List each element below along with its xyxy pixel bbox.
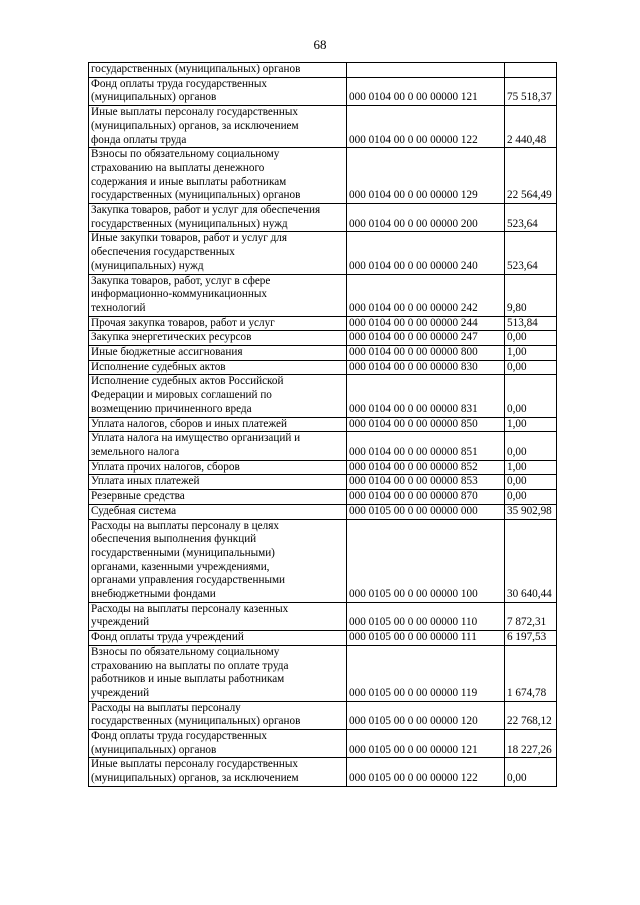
expense-name-cell: государственных (муниципальных) органов — [89, 63, 347, 78]
expense-name-cell: Иные закупки товаров, работ и услуг для обеспечения государственных (муниципальных) нужд — [89, 232, 347, 274]
amount-cell: 75 518,37 — [505, 77, 557, 105]
budget-table-body — [89, 63, 557, 787]
table-row — [89, 77, 557, 105]
amount-cell: 1,00 — [505, 346, 557, 361]
expense-name-cell: Иные выплаты персоналу государственных (муниципальных) органов, за исключением — [89, 758, 347, 786]
amount-cell: 0,00 — [505, 490, 557, 505]
budget-code-cell: 000 0104 00 0 00 00000 830 — [347, 360, 505, 375]
budget-code-cell: 000 0104 00 0 00 00000 851 — [347, 432, 505, 460]
budget-code-cell: 000 0104 00 0 00 00000 800 — [347, 346, 505, 361]
expense-name-cell: Уплата налога на имущество организаций и земельного налога — [89, 432, 347, 460]
amount-cell: 513,84 — [505, 316, 557, 331]
table-row — [89, 490, 557, 505]
budget-code-cell: 000 0104 00 0 00 00000 244 — [347, 316, 505, 331]
amount-cell: 1,00 — [505, 460, 557, 475]
table-row — [89, 346, 557, 361]
table-row — [89, 475, 557, 490]
budget-code-cell: 000 0104 00 0 00 00000 247 — [347, 331, 505, 346]
amount-cell: 0,00 — [505, 360, 557, 375]
table-row — [89, 432, 557, 460]
budget-code-cell: 000 0104 00 0 00 00000 831 — [347, 375, 505, 417]
amount-cell: 1,00 — [505, 417, 557, 432]
budget-code-cell: 000 0104 00 0 00 00000 129 — [347, 148, 505, 204]
budget-code-cell: 000 0104 00 0 00 00000 852 — [347, 460, 505, 475]
amount-cell — [505, 63, 557, 78]
budget-code-cell: 000 0104 00 0 00 00000 850 — [347, 417, 505, 432]
table-row — [89, 460, 557, 475]
table-row — [89, 631, 557, 646]
budget-code-cell: 000 0104 00 0 00 00000 853 — [347, 475, 505, 490]
expense-name-cell: Исполнение судебных актов Российской Федерации и мировых соглашений по возмещению причиненного вреда — [89, 375, 347, 417]
table-row — [89, 375, 557, 417]
expense-name-cell: Взносы по обязательному социальному страхованию на выплаты по оплате труда работников и иные выплаты работникам учреждений — [89, 645, 347, 701]
expense-name-cell: Фонд оплаты труда государственных (муниципальных) органов — [89, 730, 347, 758]
expense-name-cell: Закупка товаров, работ, услуг в сфере информационно-коммуникационных технологий — [89, 274, 347, 316]
table-row — [89, 730, 557, 758]
amount-cell: 6 197,53 — [505, 631, 557, 646]
amount-cell: 18 227,26 — [505, 730, 557, 758]
budget-code-cell: 000 0104 00 0 00 00000 242 — [347, 274, 505, 316]
expense-name-cell: Взносы по обязательному социальному страхованию на выплаты денежного содержания и иные выплаты работникам государственных (муниципальных) органов — [89, 148, 347, 204]
amount-cell: 22 564,49 — [505, 148, 557, 204]
amount-cell: 1 674,78 — [505, 645, 557, 701]
amount-cell: 30 640,44 — [505, 519, 557, 602]
expense-name-cell: Исполнение судебных актов — [89, 360, 347, 375]
amount-cell: 22 768,12 — [505, 701, 557, 729]
expense-name-cell: Расходы на выплаты персоналу казенных учреждений — [89, 602, 347, 630]
expense-name-cell: Расходы на выплаты персоналу в целях обеспечения выполнения функций государственными (муниципальными) органами, казенными учреждениями, органами управления государственными внебюджетными фондами — [89, 519, 347, 602]
expense-name-cell: Уплата прочих налогов, сборов — [89, 460, 347, 475]
budget-code-cell: 000 0104 00 0 00 00000 240 — [347, 232, 505, 274]
table-row — [89, 316, 557, 331]
expense-name-cell: Иные выплаты персоналу государственных (муниципальных) органов, за исключением фонда оплаты труда — [89, 106, 347, 148]
expense-name-cell: Фонд оплаты труда государственных (муниципальных) органов — [89, 77, 347, 105]
table-row — [89, 360, 557, 375]
amount-cell: 0,00 — [505, 475, 557, 490]
table-row — [89, 758, 557, 786]
budget-code-cell: 000 0104 00 0 00 00000 870 — [347, 490, 505, 505]
table-row — [89, 274, 557, 316]
table-row — [89, 331, 557, 346]
expense-name-cell: Закупка энергетических ресурсов — [89, 331, 347, 346]
budget-code-cell: 000 0105 00 0 00 00000 119 — [347, 645, 505, 701]
table-row — [89, 106, 557, 148]
expense-name-cell: Иные бюджетные ассигнования — [89, 346, 347, 361]
expense-name-cell: Расходы на выплаты персоналу государственных (муниципальных) органов — [89, 701, 347, 729]
table-row — [89, 417, 557, 432]
budget-code-cell: 000 0105 00 0 00 00000 111 — [347, 631, 505, 646]
budget-code-cell: 000 0104 00 0 00 00000 200 — [347, 204, 505, 232]
table-row — [89, 148, 557, 204]
budget-code-cell: 000 0105 00 0 00 00000 100 — [347, 519, 505, 602]
table-row — [89, 602, 557, 630]
expense-name-cell: Судебная система — [89, 504, 347, 519]
table-row — [89, 232, 557, 274]
expense-name-cell: Уплата иных платежей — [89, 475, 347, 490]
expense-name-cell: Резервные средства — [89, 490, 347, 505]
expense-name-cell: Уплата налогов, сборов и иных платежей — [89, 417, 347, 432]
budget-code-cell: 000 0105 00 0 00 00000 110 — [347, 602, 505, 630]
budget-code-cell: 000 0104 00 0 00 00000 121 — [347, 77, 505, 105]
amount-cell: 523,64 — [505, 204, 557, 232]
amount-cell: 7 872,31 — [505, 602, 557, 630]
table-row — [89, 504, 557, 519]
table-row — [89, 63, 557, 78]
table-row — [89, 701, 557, 729]
budget-code-cell — [347, 63, 505, 78]
amount-cell: 35 902,98 — [505, 504, 557, 519]
budget-code-cell: 000 0105 00 0 00 00000 121 — [347, 730, 505, 758]
budget-code-cell: 000 0105 00 0 00 00000 122 — [347, 758, 505, 786]
amount-cell: 2 440,48 — [505, 106, 557, 148]
amount-cell: 9,80 — [505, 274, 557, 316]
budget-code-cell: 000 0105 00 0 00 00000 000 — [347, 504, 505, 519]
amount-cell: 0,00 — [505, 432, 557, 460]
table-row — [89, 645, 557, 701]
amount-cell: 0,00 — [505, 375, 557, 417]
budget-code-cell: 000 0104 00 0 00 00000 122 — [347, 106, 505, 148]
table-row — [89, 204, 557, 232]
budget-code-cell: 000 0105 00 0 00 00000 120 — [347, 701, 505, 729]
amount-cell: 0,00 — [505, 331, 557, 346]
amount-cell: 0,00 — [505, 758, 557, 786]
amount-cell: 523,64 — [505, 232, 557, 274]
expense-name-cell: Прочая закупка товаров, работ и услуг — [89, 316, 347, 331]
expense-name-cell: Фонд оплаты труда учреждений — [89, 631, 347, 646]
expense-name-cell: Закупка товаров, работ и услуг для обеспечения государственных (муниципальных) нужд — [89, 204, 347, 232]
budget-table — [88, 62, 557, 787]
table-row — [89, 519, 557, 602]
page-number: 68 — [313, 37, 327, 52]
